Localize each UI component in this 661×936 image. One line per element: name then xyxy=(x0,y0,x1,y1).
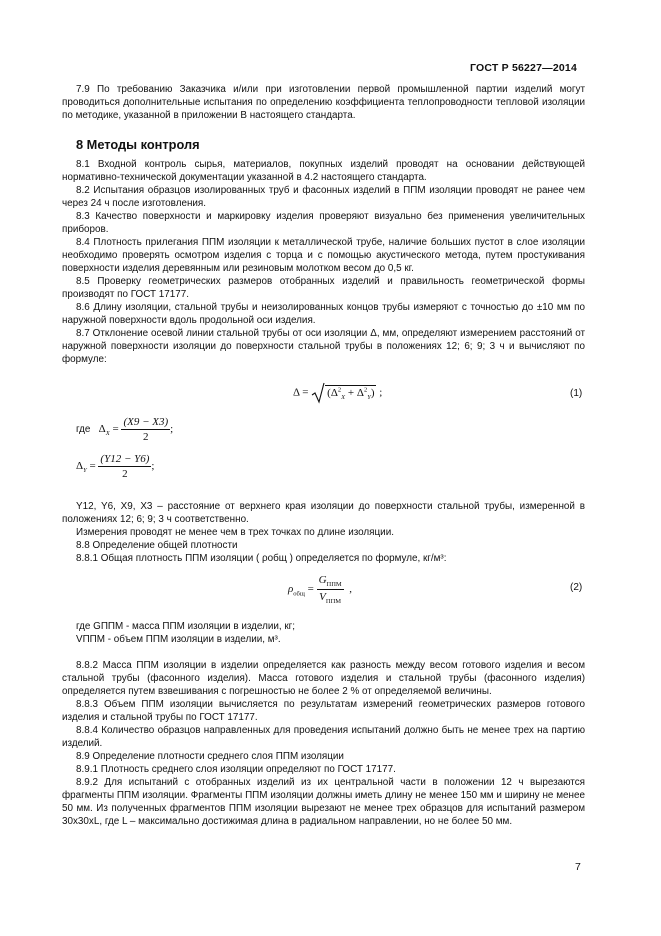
paragraph-8-1: 8.1 Входной контроль сырья, материалов, покупных изделий проводят на основании действующей нормативно-технической документации указанной в 4.2 настоящего стандарта. xyxy=(62,159,585,183)
paragraph-8-8-4: 8.8.4 Количество образцов направленных для проведения испытаний должно быть не менее трех на партию изделий. xyxy=(62,725,585,749)
paragraph-8-8: 8.8 Определение общей плотности xyxy=(76,540,238,551)
formula-2-where-mass: где GППМ - масса ППМ изоляции в изделии, кг; xyxy=(76,621,296,632)
paragraph-8-5: 8.5 Проверку геометрических размеров отобранных изделий и правильность геометрической формы производят по ГОСТ 17177. xyxy=(62,276,585,300)
paragraph-8-8-1: 8.8.1 Общая плотность ППМ изоляции ( ρобщ ) определяется по формуле, кг/м³: xyxy=(76,553,447,564)
paragraph-8-7-explanation: Y12, Y6, X9, X3 – расстояние от верхнего края изоляции до поверхности стальной трубы, измеренной в положениях 12; 6; 9; 3 ч соответственно. xyxy=(62,501,585,525)
formula-1-number: (1) xyxy=(570,388,583,399)
formula-1: $\Delta = (\Delta^2_X + \Delta^2_Y)$ ; xyxy=(293,382,382,404)
paragraph-7-9: 7.9 По требованию Заказчика и/или при изготовлении первой промышленной партии изделий могут проводиться дополнительные испытания по определению коэффициента теплопроводности тепловой изоляции по методике, указанной в приложении В настоящего стандарта. xyxy=(62,84,585,121)
page-number: 7 xyxy=(575,861,581,873)
formula-2: $\rho_{общ}$ = $\frac{G_{ППМ}}{V_{ППМ}}$ , xyxy=(288,574,352,606)
paragraph-8-9-2: 8.9.2 Для испытаний с отобранных изделий из их центральной части в положении 12 ч вырезаются фрагменты ППМ изоляции. Фрагменты ППМ изоляции должны иметь длину не менее 150 мм и ширину не менее 50 мм. Из полученных фрагментов ППМ изоляции вырезают не менее трех образцов для испытаний размером 30х30хL, где L – максимально достижимая длина в радиальном направлении, но не более 50 мм. xyxy=(62,777,585,827)
formula-2-number: (2) xyxy=(570,582,583,593)
paragraph-8-7: 8.7 Отклонение осевой линии стальной трубы от оси изоляции Δ, мм, определяют измерением расстояний от наружной поверхности изоляции до поверхности стальной трубы в положениях 12; 6; 9; 3 ч и вычисляют по формуле: xyxy=(62,328,585,365)
paragraph-8-8-3: 8.8.3 Объем ППМ изоляции вычисляется по результатам измерений геометрических размеров готового изделия и стальной трубы по ГОСТ 17177. xyxy=(62,699,585,723)
paragraph-8-4: 8.4 Плотность прилегания ППМ изоляции к металлической трубе, наличие больших пустот в слое изоляции необходимо проверять осмотром изделия с торца и с помощью акустического метода, путем простукивания поверхности изделия деревянным или резиновым молотком весом до 0,5 кг. xyxy=(62,237,585,274)
formula-2-where-volume: VППМ - объем ППМ изоляции в изделии, м³. xyxy=(76,634,281,645)
formula-delta-x: где $\Delta_X$ = $\frac{(X9 - X3)}{2}$ ; xyxy=(76,416,174,443)
formula-delta-y: $\Delta_Y$ = $\frac{(Y12 - Y6)}{2}$ ; xyxy=(76,453,155,480)
paragraph-8-2: 8.2 Испытания образцов изолированных труб и фасонных изделий в ППМ изоляции проводят не ранее чем через 24 ч после изготовления. xyxy=(62,185,585,209)
paragraph-8-3: 8.3 Качество поверхности и маркировку изделия проверяют визуально без применения увеличительных приборов. xyxy=(62,211,585,235)
paragraph-8-9-1: 8.9.1 Плотность среднего слоя изоляции определяют по ГОСТ 17177. xyxy=(76,764,396,775)
section-title: 8 Методы контроля xyxy=(76,137,200,152)
paragraph-8-6: 8.6 Длину изоляции, стальной трубы и неизолированных концов трубы измеряют с точностью до ±10 мм по наружной поверхности вдоль продольной оси изделия. xyxy=(62,302,585,326)
paragraph-8-9: 8.9 Определение плотности среднего слоя ППМ изоляции xyxy=(76,751,344,762)
sqrt-sign-icon xyxy=(311,382,325,404)
paragraph-8-8-2: 8.8.2 Масса ППМ изоляции в изделии определяется как разность между весом готового изделия и весом стальной трубы (фасонного изделия). Масса готового изделия и стальной трубы (фасонного изделия) определяется путем взвешивания с погрешностью не более 2 % от определяемой величины. xyxy=(62,660,585,697)
paragraph-8-7-note: Измерения проводят не менее чем в трех точках по длине изоляции. xyxy=(76,527,394,538)
standard-header: ГОСТ Р 56227—2014 xyxy=(469,62,577,74)
